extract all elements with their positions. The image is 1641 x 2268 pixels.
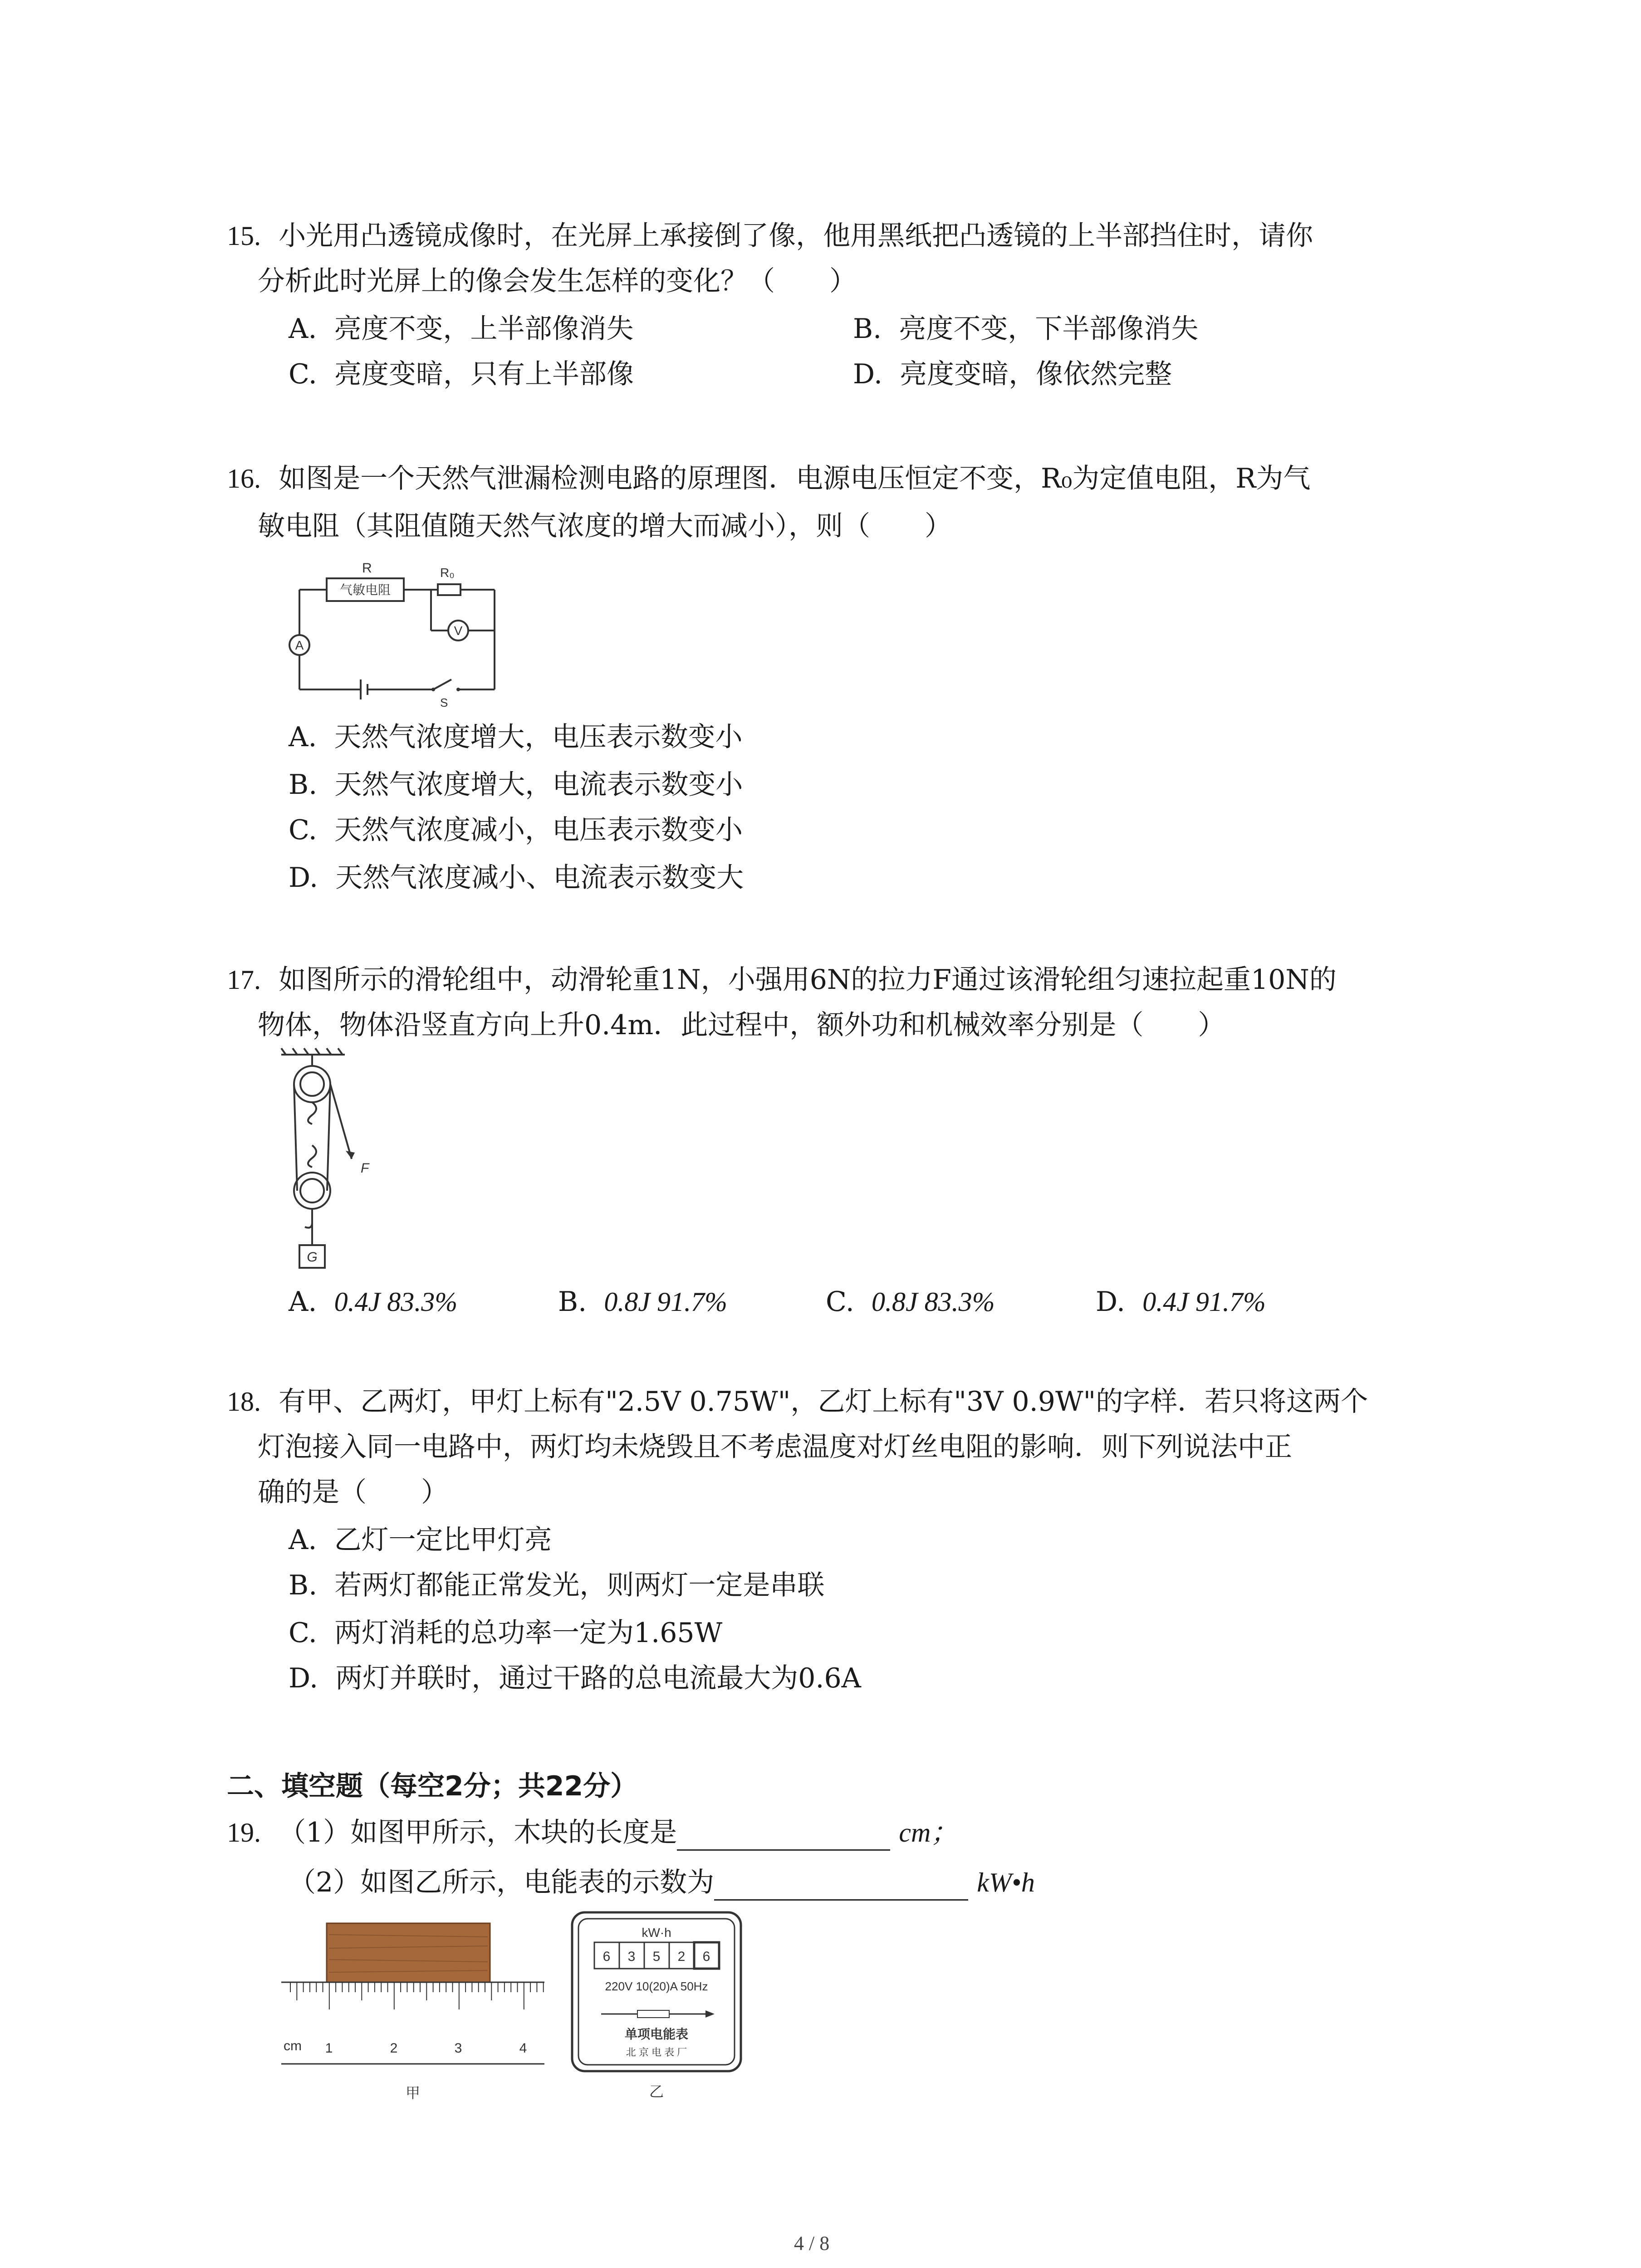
meter-spec: 220V 10(20)A 50Hz (605, 1980, 708, 1993)
q17-line2: 物体，物体沿竖直方向上升0.4m．此过程中，额外功和机械效率分别是（ ） (258, 1009, 1225, 1041)
q16-number: 16. (227, 464, 261, 494)
q17-line1: 17. 如图所示的滑轮组中，动滑轮重1N，小强用6N的拉力F通过该滑轮组匀速拉起重10N的 (227, 964, 1337, 996)
circuit-r-label: R (362, 561, 372, 576)
meter-digit-1: 6 (603, 1949, 611, 1964)
q15-line1: 15. 小光用凸透镜成像时，在光屏上承接倒了像，他用黑纸把凸透镜的上半部挡住时，请你 (227, 220, 1313, 252)
q19-line2: （2）如图乙所示，电能表的示数为 kW•h (289, 1864, 1035, 1901)
circuit-sensor-label: 气敏电阻 (339, 583, 391, 597)
q17-number: 17. (227, 965, 261, 995)
pulley-force-label: F (361, 1161, 369, 1176)
circuit-ammeter-label: A (295, 638, 304, 652)
q15-option-c: C. 亮度变暗，只有上半部像 (289, 358, 634, 390)
q18-option-c: C. 两灯消耗的总功率一定为1.65W (289, 1617, 723, 1649)
ruler-tick-label-4: 4 (519, 2041, 527, 2056)
pulley-diagram (272, 1046, 390, 1281)
meter-caption: 乙 (649, 2083, 664, 2100)
meter-digit-4: 2 (677, 1949, 686, 1964)
electric-meter-figure (569, 1910, 746, 2105)
q15-option-b: B. 亮度不变，下半部像消失 (853, 313, 1199, 345)
ruler-figure (277, 1914, 549, 2105)
q19-line1: 19. （1）如图甲所示，木块的长度是 cm； (227, 1814, 958, 1851)
circuit-r0-label: R₀ (440, 566, 455, 580)
ruler-unit-label: cm (284, 2038, 302, 2053)
q17-option-c: C. 0.8J 83.3% (826, 1286, 995, 1318)
page-number: 4 / 8 (794, 2232, 830, 2254)
circuit-diagram (277, 558, 513, 708)
meter-maker: 北 京 电 表 厂 (626, 2047, 687, 2058)
ruler-tick-label-1: 1 (325, 2041, 333, 2056)
q17-option-b: B. 0.8J 91.7% (558, 1286, 727, 1318)
q16-option-d: D. 天然气浓度减小、电流表示数变大 (289, 862, 744, 894)
q19-answer-blank-2[interactable] (714, 1867, 968, 1901)
q18-number: 18. (227, 1387, 261, 1417)
q15-line2: 分析此时光屏上的像会发生怎样的变化？（ ） (258, 265, 857, 297)
meter-digit-2: 3 (627, 1949, 636, 1964)
q16-line1: 16. 如图是一个天然气泄漏检测电路的原理图．电源电压恒定不变，R₀为定值电阻，R为气 (227, 463, 1311, 494)
section-title: 二、填空题（每空2分；共22分） (227, 1770, 638, 1802)
q18-option-a: A. 乙灯一定比甲灯亮 (289, 1524, 552, 1556)
q18-line1: 18. 有甲、乙两灯，甲灯上标有"2.5V 0.75W"，乙灯上标有"3V 0.9W"的字样．若只将这两个 (227, 1386, 1368, 1418)
meter-digit-5: 6 (702, 1949, 710, 1964)
q18-option-d: D. 两灯并联时，通过干路的总电流最大为0.6A (289, 1662, 861, 1694)
q18-line3: 确的是（ ） (258, 1476, 448, 1508)
q16-option-a: A. 天然气浓度增大，电压表示数变小 (289, 721, 743, 753)
q15-option-a: A. 亮度不变，上半部像消失 (289, 313, 634, 345)
q16-option-c: C. 天然气浓度减小，电压表示数变小 (289, 814, 743, 846)
q17-option-a: A. 0.4J 83.3% (289, 1286, 458, 1318)
meter-digit-3: 5 (652, 1949, 661, 1964)
q15-option-d: D. 亮度变暗，像依然完整 (853, 358, 1172, 390)
q19-answer-blank-1[interactable] (677, 1818, 890, 1851)
ruler-caption: 甲 (405, 2085, 421, 2101)
q15-number: 15. (227, 221, 261, 251)
q18-option-b: B. 若两灯都能正常发光，则两灯一定是串联 (289, 1569, 825, 1601)
ruler-tick-label-3: 3 (454, 2041, 462, 2056)
circuit-voltmeter-label: V (454, 624, 463, 638)
ruler-tick-label-2: 2 (390, 2041, 398, 2056)
q17-option-d: D. 0.4J 91.7% (1096, 1286, 1266, 1318)
q16-option-b: B. 天然气浓度增大，电流表示数变小 (289, 769, 743, 801)
q19-number: 19. (227, 1818, 261, 1848)
meter-unit-label: kW·h (642, 1926, 671, 1940)
pulley-weight-label: G (307, 1250, 318, 1265)
q16-line2: 敏电阻（其阻值随天然气浓度的增大而减小），则（ ） (258, 510, 952, 542)
circuit-switch-label: S (440, 696, 448, 708)
meter-name: 单项电能表 (624, 2027, 689, 2041)
q18-line2: 灯泡接入同一电路中，两灯均未烧毁且不考虑温度对灯丝电阻的影响．则下列说法中正 (258, 1431, 1292, 1463)
